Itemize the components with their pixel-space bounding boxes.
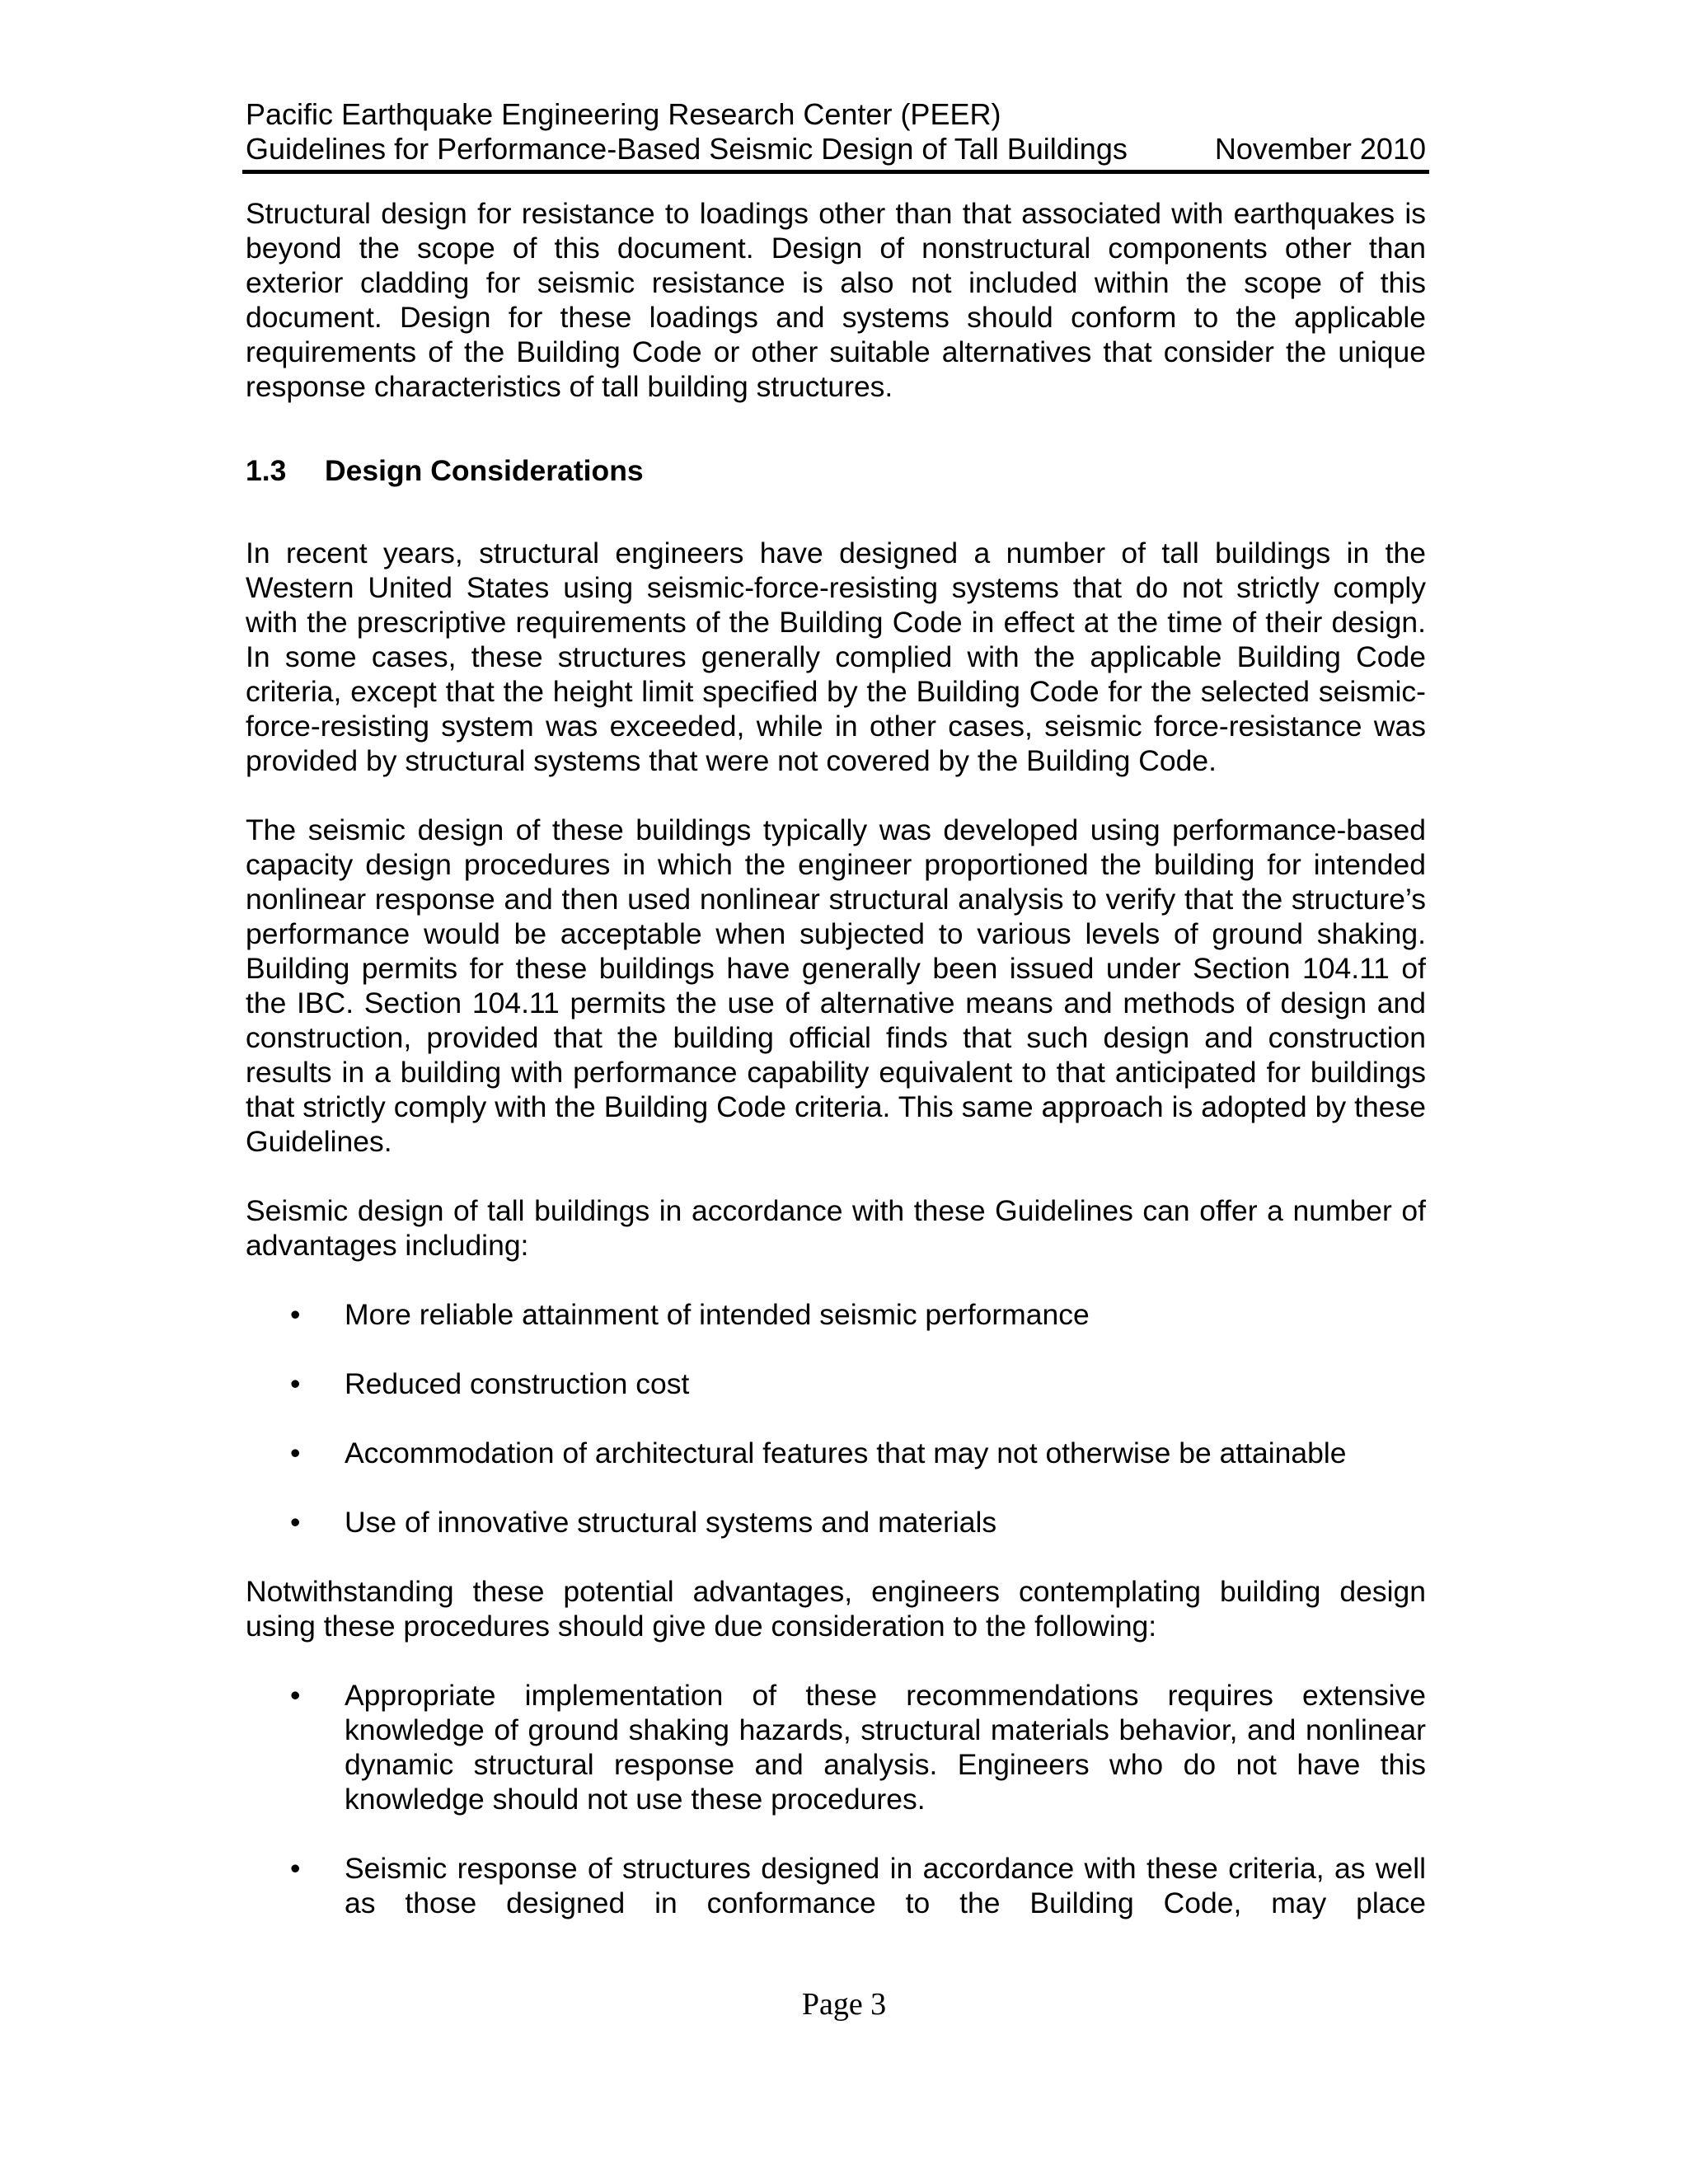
advantages-list [246, 1297, 1426, 1540]
list-item [246, 1436, 1426, 1470]
page-header [246, 97, 1426, 166]
list-item-text: Accommodation of architectural features that may not otherwise be attainable [345, 1436, 1347, 1469]
paragraph-recent-years: In recent years, structural engineers have designed a number of tall buildings in the Western United States using seismic-force-resisting systems that do not strictly comply with the prescriptive requirements of the Building Code in effect at the time of their design. In some cases, these structures generally complied with the applicable Building Code criteria, except that the height limit specified by the Building Code for the selected seismic-force-resisting system was exceeded, while in other cases, seismic force-resistance was provided by structural systems that were not covered by the Building Code. [246, 537, 1426, 777]
bullet-icon: • [290, 1679, 301, 1712]
list-item-text: Seismic response of structures designed in accordance with these criteria, as well as those designed in conformance to the Building Code, may place [345, 1852, 1426, 1919]
intro-paragraph: Structural design for resistance to loadings other than that associated with earthquakes is beyond the scope of this document. Design of nonstructural components other than exterior cladding for seismic resistance is also not included within the scope of this document. Design for these loadings and systems should conform to the applicable requirements of the Building Code or other suitable alternatives that consider the unique response characteristics of tall building structures. [246, 197, 1426, 403]
considerations-list [246, 1678, 1426, 1920]
bullet-icon: • [290, 1436, 301, 1469]
list-item [246, 1366, 1426, 1401]
header-title-row [246, 132, 1426, 166]
section-heading [246, 453, 1426, 488]
page-number: Page 3 [801, 1987, 887, 2022]
list-item-text: Reduced construction cost [345, 1367, 690, 1400]
list-item [246, 1678, 1426, 1816]
list-item [246, 1505, 1426, 1540]
list-item [246, 1297, 1426, 1332]
bullet-icon: • [290, 1298, 301, 1331]
bullet-icon: • [290, 1506, 301, 1539]
list-item-text: Use of innovative structural systems and materials [345, 1506, 997, 1539]
paragraph-advantages-intro: Seismic design of tall buildings in accordance with these Guidelines can offer a number of advantages including: [246, 1194, 1426, 1262]
paragraph-notwithstanding: Notwithstanding these potential advantages, engineers contemplating building design using these procedures should give due consideration to the following: [246, 1575, 1426, 1643]
paragraph-seismic-design: The seismic design of these buildings typically was developed using performance-based capacity design procedures in which the engineer proportioned the building for intended nonlinear response and then used nonlinear structural analysis to verify that the structure’s performance would be acceptable when subjected to various levels of ground shaking. Building permits for these buildings have generally been issued under Section 104.11 of the IBC. Section 104.11 permits the use of alternative means and methods of design and construction, provided that the building official finds that such design and construction results in a building with performance capability equivalent to that anticipated for buildings that strictly comply with the Building Code criteria. This same approach is adopted by these Guidelines. [246, 813, 1426, 1158]
section-number: 1.3 [246, 454, 287, 487]
header-divider [242, 170, 1429, 174]
bullet-icon: • [290, 1852, 301, 1885]
header-date: November 2010 [1214, 132, 1426, 166]
header-organization: Pacific Earthquake Engineering Research Center (PEER) [246, 97, 1001, 131]
bullet-icon: • [290, 1367, 301, 1400]
list-item-text: More reliable attainment of intended seismic performance [345, 1298, 1090, 1331]
list-item [246, 1851, 1426, 1920]
header-document-title: Guidelines for Performance-Based Seismic Design of Tall Buildings [246, 132, 1128, 166]
page-content [246, 196, 1426, 1920]
list-item-text: Appropriate implementation of these recommendations requires extensive knowledge of ground shaking hazards, structural materials behavior, and nonlinear dynamic structural response and analysis. Engineers who do not have this knowledge should not use these procedures. [345, 1679, 1426, 1816]
section-title: Design Considerations [325, 454, 644, 487]
